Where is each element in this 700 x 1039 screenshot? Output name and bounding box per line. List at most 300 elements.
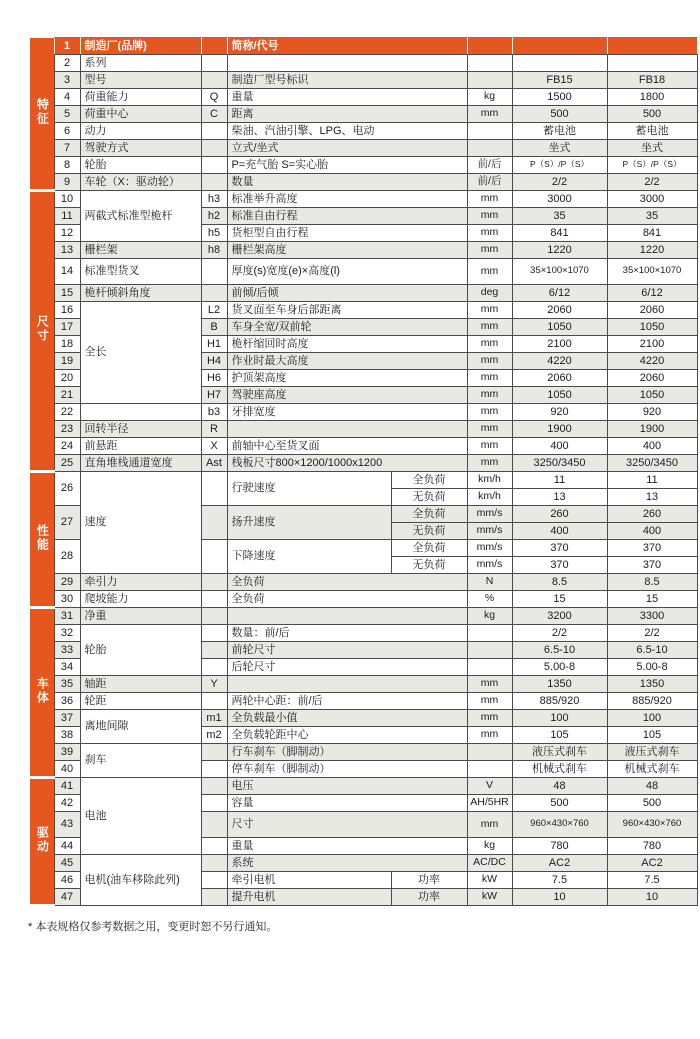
unit: mm/s <box>467 506 512 523</box>
load-condition: 无负荷 <box>391 557 467 574</box>
row-number: 34 <box>54 659 80 676</box>
value-fb15: 1050 <box>512 319 607 336</box>
row-number: 27 <box>54 506 80 540</box>
value-fb18: 1800 <box>607 89 697 106</box>
spec-label: 全长 <box>80 302 201 404</box>
value-fb15: 3000 <box>512 191 607 208</box>
symbol <box>201 55 227 72</box>
value-fb15: 105 <box>512 727 607 744</box>
spec-label: 离地间隙 <box>80 710 201 744</box>
section-label-text: 车体 <box>35 676 50 705</box>
spec-label: 净重 <box>80 608 201 625</box>
unit <box>467 744 512 761</box>
row-number: 2 <box>54 55 80 72</box>
value-fb15 <box>512 38 607 55</box>
symbol: h5 <box>201 225 227 242</box>
row-number: 18 <box>54 336 80 353</box>
spec-label: 回转半径 <box>80 421 201 438</box>
value-fb18: 500 <box>607 106 697 123</box>
symbol <box>201 855 227 872</box>
spec-description: 容量 <box>227 795 467 812</box>
spec-description: 数量：前/后 <box>227 625 467 642</box>
spec-label: 前悬距 <box>80 438 201 455</box>
symbol <box>201 574 227 591</box>
symbol <box>201 540 227 574</box>
symbol: B <box>201 319 227 336</box>
unit: mm <box>467 812 512 838</box>
spec-table <box>30 37 698 907</box>
spec-description <box>227 608 467 625</box>
unit: mm <box>467 106 512 123</box>
unit: mm/s <box>467 557 512 574</box>
unit: % <box>467 591 512 608</box>
row-number: 43 <box>54 812 80 838</box>
row-number: 46 <box>54 872 80 889</box>
row-number: 19 <box>54 353 80 370</box>
value-fb15: 500 <box>512 106 607 123</box>
value-fb15: 960×430×760 <box>512 812 607 838</box>
unit <box>467 55 512 72</box>
symbol <box>201 608 227 625</box>
spec-label: 标准型货叉 <box>80 259 201 285</box>
spec-description: 前轴中心至货叉面 <box>227 438 467 455</box>
symbol <box>201 506 227 540</box>
unit <box>467 123 512 140</box>
row-number: 31 <box>54 608 80 625</box>
spec-description: 提升电机 <box>227 889 391 906</box>
value-fb18: 35×100×1070 <box>607 259 697 285</box>
spec-label: 轮距 <box>80 693 201 710</box>
value-fb18: 48 <box>607 778 697 795</box>
spec-label: 直角堆栈通道宽度 <box>80 455 201 472</box>
value-fb18: 500 <box>607 795 697 812</box>
unit <box>467 38 512 55</box>
value-fb15: 1500 <box>512 89 607 106</box>
value-fb18: 920 <box>607 404 697 421</box>
spec-label: 型号 <box>80 72 201 89</box>
value-fb15: 1900 <box>512 421 607 438</box>
symbol: b3 <box>201 404 227 421</box>
row-number: 4 <box>54 89 80 106</box>
unit: mm <box>467 353 512 370</box>
unit: mm/s <box>467 523 512 540</box>
value-fb15: 370 <box>512 557 607 574</box>
spec-label <box>80 404 201 421</box>
section-label <box>30 472 54 608</box>
spec-label: 驾驶方式 <box>80 140 201 157</box>
value-fb15: 1050 <box>512 387 607 404</box>
unit: km/h <box>467 489 512 506</box>
spec-description: 桅杆缩回时高度 <box>227 336 467 353</box>
row-number: 21 <box>54 387 80 404</box>
section-label <box>30 608 54 778</box>
row-number: 28 <box>54 540 80 574</box>
spec-label: 电机(油车移除此列) <box>80 855 201 906</box>
unit: mm <box>467 421 512 438</box>
symbol: h3 <box>201 191 227 208</box>
value-fb18: 400 <box>607 438 697 455</box>
symbol: h2 <box>201 208 227 225</box>
spec-description: 数量 <box>227 174 467 191</box>
unit: mm <box>467 242 512 259</box>
value-fb18: 1050 <box>607 387 697 404</box>
spec-description: 前倾/后倾 <box>227 285 467 302</box>
row-number: 45 <box>54 855 80 872</box>
unit: 前/后 <box>467 174 512 191</box>
unit: mm <box>467 191 512 208</box>
footnote: * 本表规格仅参考数据之用，变更时恕不另行通知。 <box>28 921 278 933</box>
symbol: H7 <box>201 387 227 404</box>
unit: V <box>467 778 512 795</box>
row-number: 44 <box>54 838 80 855</box>
value-fb18: 13 <box>607 489 697 506</box>
load-condition: 全负荷 <box>391 506 467 523</box>
row-number: 9 <box>54 174 80 191</box>
value-fb18: 液压式刹车 <box>607 744 697 761</box>
unit: N <box>467 574 512 591</box>
value-fb18: 400 <box>607 523 697 540</box>
unit: mm <box>467 336 512 353</box>
row-number: 39 <box>54 744 80 761</box>
symbol <box>201 591 227 608</box>
spec-label: 制造厂(品牌) <box>80 38 201 55</box>
unit: mm <box>467 455 512 472</box>
symbol: Ast <box>201 455 227 472</box>
value-fb18: 2060 <box>607 370 697 387</box>
value-fb15: 500 <box>512 795 607 812</box>
symbol: X <box>201 438 227 455</box>
value-fb18: 3300 <box>607 608 697 625</box>
spec-description: 下降速度 <box>227 540 391 574</box>
value-fb18: 机械式刹车 <box>607 761 697 778</box>
row-number: 13 <box>54 242 80 259</box>
row-number: 6 <box>54 123 80 140</box>
row-number: 15 <box>54 285 80 302</box>
power-label: 功率 <box>391 872 467 889</box>
value-fb18: 11 <box>607 472 697 489</box>
symbol <box>201 744 227 761</box>
spec-label: 轴距 <box>80 676 201 693</box>
value-fb15: 4220 <box>512 353 607 370</box>
spec-label: 轮胎 <box>80 157 201 174</box>
symbol <box>201 157 227 174</box>
symbol: H6 <box>201 370 227 387</box>
spec-label: 系列 <box>80 55 201 72</box>
value-fb18: 1350 <box>607 676 697 693</box>
unit: mm <box>467 387 512 404</box>
symbol <box>201 872 227 889</box>
value-fb15: 6.5-10 <box>512 642 607 659</box>
value-fb18: 蓄电池 <box>607 123 697 140</box>
row-number: 41 <box>54 778 80 795</box>
unit: AC/DC <box>467 855 512 872</box>
spec-description: 驾驶座高度 <box>227 387 467 404</box>
value-fb18: 8.5 <box>607 574 697 591</box>
section-label <box>30 778 54 906</box>
unit: mm <box>467 370 512 387</box>
row-number: 14 <box>54 259 80 285</box>
value-fb18: 坐式 <box>607 140 697 157</box>
spec-description: 电压 <box>227 778 467 795</box>
spec-description: 尺寸 <box>227 812 467 838</box>
spec-description: 行车刹车（脚制动） <box>227 744 467 761</box>
spec-description: 作业时最大高度 <box>227 353 467 370</box>
value-fb18 <box>607 55 697 72</box>
unit <box>467 659 512 676</box>
symbol: L2 <box>201 302 227 319</box>
symbol <box>201 838 227 855</box>
value-fb18: 4220 <box>607 353 697 370</box>
spec-description: 简称/代号 <box>227 38 467 55</box>
symbol <box>201 140 227 157</box>
value-fb15 <box>512 55 607 72</box>
unit: mm <box>467 727 512 744</box>
spec-description <box>227 421 467 438</box>
load-condition: 无负荷 <box>391 489 467 506</box>
row-number: 12 <box>54 225 80 242</box>
value-fb15: 1220 <box>512 242 607 259</box>
value-fb15: 3200 <box>512 608 607 625</box>
value-fb15: 3250/3450 <box>512 455 607 472</box>
spec-description: 立式/坐式 <box>227 140 467 157</box>
value-fb18: 5.00-8 <box>607 659 697 676</box>
symbol: Y <box>201 676 227 693</box>
value-fb15: 6/12 <box>512 285 607 302</box>
spec-description: 两轮中心距：前/后 <box>227 693 467 710</box>
symbol <box>201 472 227 506</box>
value-fb15: 1350 <box>512 676 607 693</box>
spec-description: 系统 <box>227 855 467 872</box>
value-fb18: 105 <box>607 727 697 744</box>
spec-label: 爬坡能力 <box>80 591 201 608</box>
section-label <box>30 38 54 191</box>
value-fb15: 机械式刹车 <box>512 761 607 778</box>
value-fb18: 370 <box>607 557 697 574</box>
row-number: 23 <box>54 421 80 438</box>
load-condition: 全负荷 <box>391 472 467 489</box>
spec-description: 重量 <box>227 89 467 106</box>
row-number: 37 <box>54 710 80 727</box>
symbol <box>201 761 227 778</box>
value-fb18: 260 <box>607 506 697 523</box>
value-fb15: 260 <box>512 506 607 523</box>
unit: mm/s <box>467 540 512 557</box>
spec-label: 车轮（X：驱动轮） <box>80 174 201 191</box>
spec-label: 荷重能力 <box>80 89 201 106</box>
spec-description: 全负载最小值 <box>227 710 467 727</box>
symbol <box>201 795 227 812</box>
row-number: 47 <box>54 889 80 906</box>
value-fb15: 920 <box>512 404 607 421</box>
spec-label: 桅杆倾斜角度 <box>80 285 201 302</box>
row-number: 29 <box>54 574 80 591</box>
value-fb18: 1050 <box>607 319 697 336</box>
spec-label: 两截式标准型桅杆 <box>80 191 201 242</box>
value-fb15: 坐式 <box>512 140 607 157</box>
row-number: 11 <box>54 208 80 225</box>
value-fb18: 3000 <box>607 191 697 208</box>
section-label-text: 性能 <box>35 523 50 552</box>
unit: mm <box>467 319 512 336</box>
value-fb18: 10 <box>607 889 697 906</box>
row-number: 22 <box>54 404 80 421</box>
spec-description: 全负载轮距中心 <box>227 727 467 744</box>
value-fb15: FB15 <box>512 72 607 89</box>
row-number: 8 <box>54 157 80 174</box>
row-number: 16 <box>54 302 80 319</box>
row-number: 30 <box>54 591 80 608</box>
value-fb18: 6/12 <box>607 285 697 302</box>
unit: kW <box>467 889 512 906</box>
unit: kg <box>467 89 512 106</box>
unit <box>467 140 512 157</box>
symbol <box>201 812 227 838</box>
spec-description: 栈板尺寸800×1200/1000x1200 <box>227 455 467 472</box>
value-fb15: 2060 <box>512 302 607 319</box>
load-condition: 无负荷 <box>391 523 467 540</box>
value-fb18: 2060 <box>607 302 697 319</box>
row-number: 36 <box>54 693 80 710</box>
value-fb15: 780 <box>512 838 607 855</box>
value-fb18: FB18 <box>607 72 697 89</box>
symbol <box>201 642 227 659</box>
row-number: 40 <box>54 761 80 778</box>
value-fb15: 100 <box>512 710 607 727</box>
unit: mm <box>467 225 512 242</box>
symbol <box>201 72 227 89</box>
value-fb15: 蓄电池 <box>512 123 607 140</box>
spec-description: 全负荷 <box>227 591 467 608</box>
value-fb15: 2/2 <box>512 174 607 191</box>
value-fb18: P（S）/P（S） <box>607 157 697 174</box>
section-label-text: 特征 <box>35 97 50 126</box>
unit: mm <box>467 404 512 421</box>
section-label <box>30 191 54 472</box>
spec-description: 厚度(s)宽度(e)×高度(l) <box>227 259 467 285</box>
unit: 前/后 <box>467 157 512 174</box>
value-fb15: 370 <box>512 540 607 557</box>
symbol <box>201 659 227 676</box>
row-number: 33 <box>54 642 80 659</box>
load-condition: 全负荷 <box>391 540 467 557</box>
unit: mm <box>467 259 512 285</box>
unit: mm <box>467 208 512 225</box>
spec-label: 刹车 <box>80 744 201 778</box>
spec-label: 轮胎 <box>80 625 201 676</box>
unit: mm <box>467 438 512 455</box>
value-fb18: AC2 <box>607 855 697 872</box>
value-fb18: 960×430×760 <box>607 812 697 838</box>
row-number: 26 <box>54 472 80 506</box>
symbol: R <box>201 421 227 438</box>
row-number: 35 <box>54 676 80 693</box>
spec-label: 牵引力 <box>80 574 201 591</box>
value-fb18: 2100 <box>607 336 697 353</box>
value-fb15: 8.5 <box>512 574 607 591</box>
spec-description: 柴油、汽油引擎、LPG、电动 <box>227 123 467 140</box>
unit: mm <box>467 676 512 693</box>
value-fb18: 885/920 <box>607 693 697 710</box>
value-fb15: 5.00-8 <box>512 659 607 676</box>
spec-description: 距离 <box>227 106 467 123</box>
symbol: h8 <box>201 242 227 259</box>
value-fb15: 400 <box>512 438 607 455</box>
row-number: 10 <box>54 191 80 208</box>
spec-description: P=充气胎 S=实心胎 <box>227 157 467 174</box>
row-number: 32 <box>54 625 80 642</box>
value-fb15: 11 <box>512 472 607 489</box>
unit: mm <box>467 693 512 710</box>
symbol <box>201 123 227 140</box>
symbol <box>201 38 227 55</box>
spec-description: 标准举升高度 <box>227 191 467 208</box>
value-fb15: 液压式刹车 <box>512 744 607 761</box>
value-fb15: P（S）/P（S） <box>512 157 607 174</box>
symbol: m1 <box>201 710 227 727</box>
value-fb18 <box>607 38 697 55</box>
section-label-text: 驱动 <box>35 825 50 854</box>
value-fb15: 7.5 <box>512 872 607 889</box>
row-number: 25 <box>54 455 80 472</box>
symbol <box>201 259 227 285</box>
unit <box>467 761 512 778</box>
spec-description: 重量 <box>227 838 467 855</box>
spec-description: 货柜型自由行程 <box>227 225 467 242</box>
symbol: Q <box>201 89 227 106</box>
value-fb15: 841 <box>512 225 607 242</box>
value-fb18: 370 <box>607 540 697 557</box>
unit: kg <box>467 838 512 855</box>
value-fb15: 35×100×1070 <box>512 259 607 285</box>
unit: kW <box>467 872 512 889</box>
spec-label: 电池 <box>80 778 201 855</box>
value-fb18: 100 <box>607 710 697 727</box>
value-fb18: 841 <box>607 225 697 242</box>
spec-description: 货叉面至车身后部距离 <box>227 302 467 319</box>
value-fb18: 2/2 <box>607 625 697 642</box>
section-label-text: 尺寸 <box>35 315 50 344</box>
symbol: H1 <box>201 336 227 353</box>
row-number: 7 <box>54 140 80 157</box>
spec-description: 全负荷 <box>227 574 467 591</box>
spec-description: 扬升速度 <box>227 506 391 540</box>
unit: kg <box>467 608 512 625</box>
symbol <box>201 778 227 795</box>
unit <box>467 642 512 659</box>
symbol <box>201 693 227 710</box>
spec-description <box>227 676 467 693</box>
spec-label: 荷重中心 <box>80 106 201 123</box>
row-number: 24 <box>54 438 80 455</box>
spec-description: 停车刹车（脚制动） <box>227 761 467 778</box>
row-number: 42 <box>54 795 80 812</box>
value-fb15: 35 <box>512 208 607 225</box>
spec-description: 后轮尺寸 <box>227 659 467 676</box>
spec-label: 动力 <box>80 123 201 140</box>
symbol: H4 <box>201 353 227 370</box>
value-fb15: AC2 <box>512 855 607 872</box>
value-fb18: 7.5 <box>607 872 697 889</box>
value-fb18: 780 <box>607 838 697 855</box>
spec-description: 栅栏架高度 <box>227 242 467 259</box>
unit <box>467 72 512 89</box>
spec-description: 行驶速度 <box>227 472 391 506</box>
unit: AH/5HR <box>467 795 512 812</box>
symbol: C <box>201 106 227 123</box>
value-fb18: 3250/3450 <box>607 455 697 472</box>
row-number: 3 <box>54 72 80 89</box>
row-number: 38 <box>54 727 80 744</box>
